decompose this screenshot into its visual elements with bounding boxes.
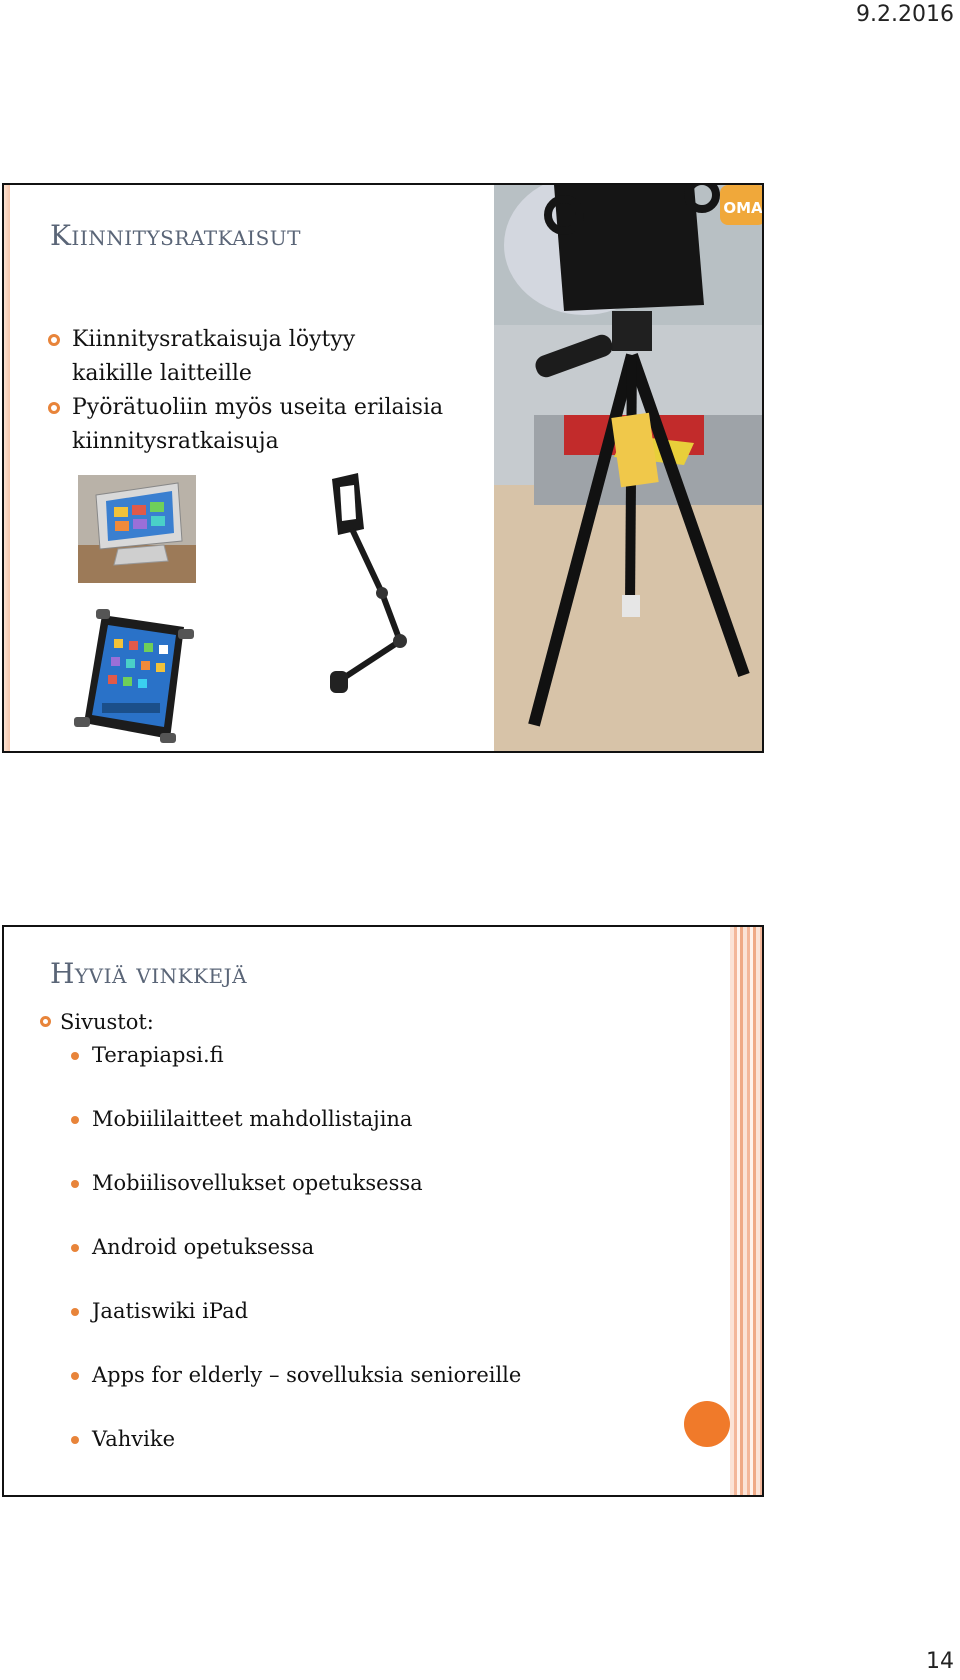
bullet-text-line2: kaikille laitteille [72, 361, 252, 386]
kiosk-tablet-image [78, 475, 196, 583]
link-text[interactable]: Terapiapsi.fi [92, 1043, 224, 1067]
page-number: 14 [926, 1649, 954, 1674]
dot-bullet-icon [71, 1436, 79, 1444]
tripod-tablet-photo [494, 185, 764, 753]
link-text[interactable]: Apps for elderly – sovelluksia senioreille [92, 1363, 522, 1387]
link-text[interactable]: Android opetuksessa [92, 1235, 315, 1259]
link-text[interactable]: Mobiilisovellukset opetuksessa [92, 1171, 423, 1195]
link-text[interactable]: Jaatiswiki iPad [92, 1299, 249, 1323]
ring-bullet-icon [48, 334, 60, 346]
decorative-circle [684, 1401, 730, 1447]
slide-kiinnitysratkaisut [2, 183, 764, 753]
link-list [70, 1040, 521, 1488]
list-item[interactable] [70, 1168, 521, 1198]
dot-bullet-icon [71, 1116, 79, 1124]
slide-right-border [730, 927, 762, 1495]
ipad-holder-image [74, 605, 198, 745]
list-item[interactable] [70, 1360, 521, 1390]
bullet-item [38, 1007, 154, 1037]
slide-hyvia-vinkkeja [2, 925, 764, 1497]
list-item[interactable] [70, 1232, 521, 1262]
bullet-list [38, 1007, 154, 1037]
bullet-list [46, 323, 466, 459]
dot-bullet-icon [71, 1244, 79, 1252]
slide-left-border [4, 185, 10, 751]
list-item[interactable] [70, 1296, 521, 1326]
list-item[interactable] [70, 1424, 521, 1454]
list-item[interactable] [70, 1104, 521, 1134]
arm-mount-image [322, 473, 418, 701]
dot-bullet-icon [71, 1180, 79, 1188]
bullet-item [46, 323, 466, 391]
link-text[interactable]: Mobiililaitteet mahdollistajina [92, 1107, 413, 1131]
bullet-text-line2: kiinnitysratkaisuja [72, 429, 279, 454]
photo-sign-text: OMA [723, 199, 763, 217]
bullet-text-line1: Kiinnitysratkaisuja löytyy [72, 327, 356, 352]
bullet-item [46, 391, 466, 459]
ring-bullet-icon [48, 402, 60, 414]
list-item[interactable] [70, 1040, 521, 1070]
page-date: 9.2.2016 [856, 2, 954, 27]
bullet-text-line1: Pyörätuoliin myös useita erilaisia [72, 395, 444, 420]
ring-bullet-icon [40, 1016, 51, 1027]
dot-bullet-icon [71, 1372, 79, 1380]
slide-title: Hyviä vinkkejä [50, 957, 248, 990]
slide-title: Kiinnitysratkaisut [50, 219, 301, 252]
dot-bullet-icon [71, 1308, 79, 1316]
link-text[interactable]: Vahvike [92, 1427, 176, 1451]
bullet-text: Sivustot: [60, 1010, 154, 1034]
dot-bullet-icon [71, 1052, 79, 1060]
